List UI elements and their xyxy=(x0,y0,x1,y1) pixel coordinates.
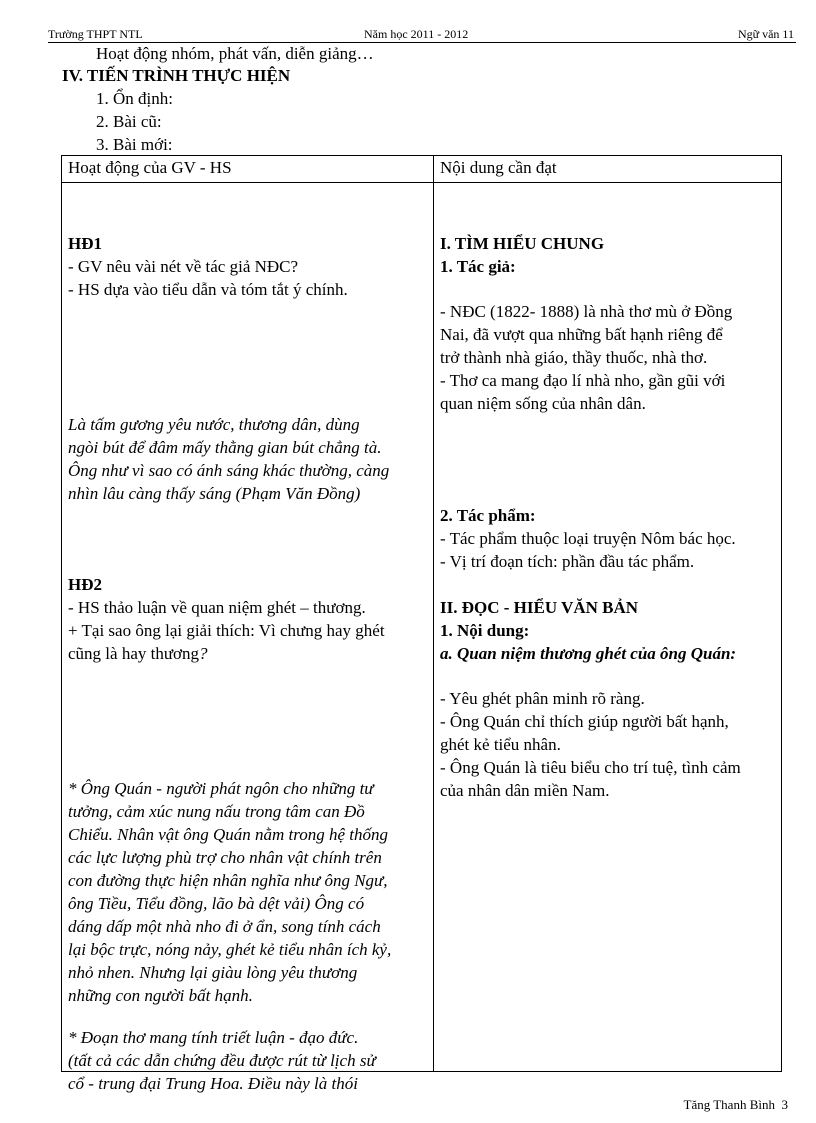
teaching-methods: Hoạt động nhóm, phát vấn, diễn giảng… xyxy=(96,44,374,63)
step-3: 3. Bài mới: xyxy=(96,135,173,154)
page-number: 3 xyxy=(781,1097,788,1112)
note-line: * Đoạn thơ mang tính triết luận - đạo đức. xyxy=(68,1028,359,1047)
section-title: IV. TIẾN TRÌNH THỰC HIỆN xyxy=(62,66,291,85)
note-line: con đường thực hiện nhân nghĩa như ông Ngư, xyxy=(68,871,388,890)
content-line: - NĐC (1822- 1888) là nhà thơ mù ở Đồng xyxy=(440,302,733,321)
subsection-heading: 1. Tác giả: xyxy=(440,257,516,276)
hd2-label: HĐ2 xyxy=(68,575,102,594)
step-1: 1. Ổn định: xyxy=(96,89,173,108)
note-line: những con người bất hạnh. xyxy=(68,986,253,1005)
note-line: nhỏ nhen. Nhưng lại giàu lòng yêu thương xyxy=(68,963,358,982)
content-line: - Vị trí đoạn tích: phần đầu tác phẩm. xyxy=(440,552,695,571)
table-head-content: Nội dung cần đạt xyxy=(434,156,782,183)
table-head-activities: Hoạt động của GV - HS xyxy=(62,156,434,183)
header-divider xyxy=(48,42,796,43)
content-line: - Ông Quán là tiêu biểu cho trí tuệ, tình cảm xyxy=(440,758,741,777)
content-line: - Yêu ghét phân minh rõ ràng. xyxy=(440,689,645,708)
content-line: trở thành nhà giáo, thầy thuốc, nhà thơ. xyxy=(440,348,708,367)
note-line: (tất cả các dẫn chứng đều được rút từ lịch sử xyxy=(68,1051,376,1070)
hd2-question: + Tại sao ông lại giải thích: Vì chưng hay ghét xyxy=(68,621,385,640)
lesson-table xyxy=(61,155,782,1093)
quote-line: Ông như vì sao có ánh sáng khác thường, càng xyxy=(68,461,390,480)
section-heading: I. TÌM HIỂU CHUNG xyxy=(440,234,605,253)
content-line: - Ông Quán chỉ thích giúp người bất hạnh, xyxy=(440,712,729,731)
content-column xyxy=(434,183,782,1072)
content-line: - Tác phẩm thuộc loại truyện Nôm bác học. xyxy=(440,529,736,548)
hd1-question: - GV nêu vài nét về tác giả NĐC? xyxy=(68,257,299,276)
note-line: ông Tiều, Tiểu đồng, lão bà dệt vải) Ông có xyxy=(68,894,365,913)
subsection-heading-italic: a. Quan niệm thương ghét của ông Quán: xyxy=(440,644,737,663)
quote-line: ngòi bút để đâm mấy thằng gian bút chẳng tà. xyxy=(68,438,382,457)
header-year: Năm học 2011 - 2012 xyxy=(364,27,469,41)
section-heading: II. ĐỌC - HIỂU VĂN BẢN xyxy=(440,598,639,617)
note-line: tưởng, cảm xúc nung nấu trong tâm can Đồ xyxy=(68,802,365,821)
note-line: cổ - trung đại Trung Hoa. Điều này là thói xyxy=(68,1074,358,1093)
hd1-label: HĐ1 xyxy=(68,234,102,253)
content-line: của nhân dân miền Nam. xyxy=(440,781,610,800)
content-line: quan niệm sống của nhân dân. xyxy=(440,394,646,413)
content-line: - Thơ ca mang đạo lí nhà nho, gần gũi với xyxy=(440,371,726,390)
footer-author: Tăng Thanh Bình xyxy=(683,1097,775,1112)
header-subject: Ngữ văn 11 xyxy=(737,27,794,41)
activities-column xyxy=(62,183,434,1093)
hd2-discussion: - HS thảo luận về quan niệm ghét – thương. xyxy=(68,598,366,617)
content-line: Nai, đã vượt qua những bất hạnh riêng để xyxy=(440,325,723,344)
header-school: Trường THPT NTL xyxy=(48,27,143,41)
quote-line: Là tấm gương yêu nước, thương dân, dùng xyxy=(68,415,360,434)
note-line: lại bộc trực, nóng nảy, ghét kẻ tiểu nhân ích kỷ, xyxy=(68,940,392,959)
note-line: * Ông Quán - người phát ngôn cho những tư xyxy=(68,779,374,798)
hd2-question-cont: cũng là hay thương? xyxy=(68,644,208,663)
note-line: Chiểu. Nhân vật ông Quán nằm trong hệ thống xyxy=(68,825,388,844)
page-footer xyxy=(684,1097,788,1113)
note-line: các lực lượng phù trợ cho nhân vật chính trên xyxy=(68,848,382,867)
hd1-instruction: - HS dựa vào tiểu dẫn và tóm tắt ý chính. xyxy=(68,280,348,299)
content-line: ghét kẻ tiểu nhân. xyxy=(440,735,561,754)
subsection-heading: 1. Nội dung: xyxy=(440,621,530,640)
step-2: 2. Bài cũ: xyxy=(96,112,162,131)
quote-line: nhìn lâu càng thấy sáng (Phạm Văn Đồng) xyxy=(68,484,361,503)
subsection-heading: 2. Tác phẩm: xyxy=(440,506,536,525)
note-line: dáng dấp một nhà nho đi ở ẩn, song tính cách xyxy=(68,917,381,936)
